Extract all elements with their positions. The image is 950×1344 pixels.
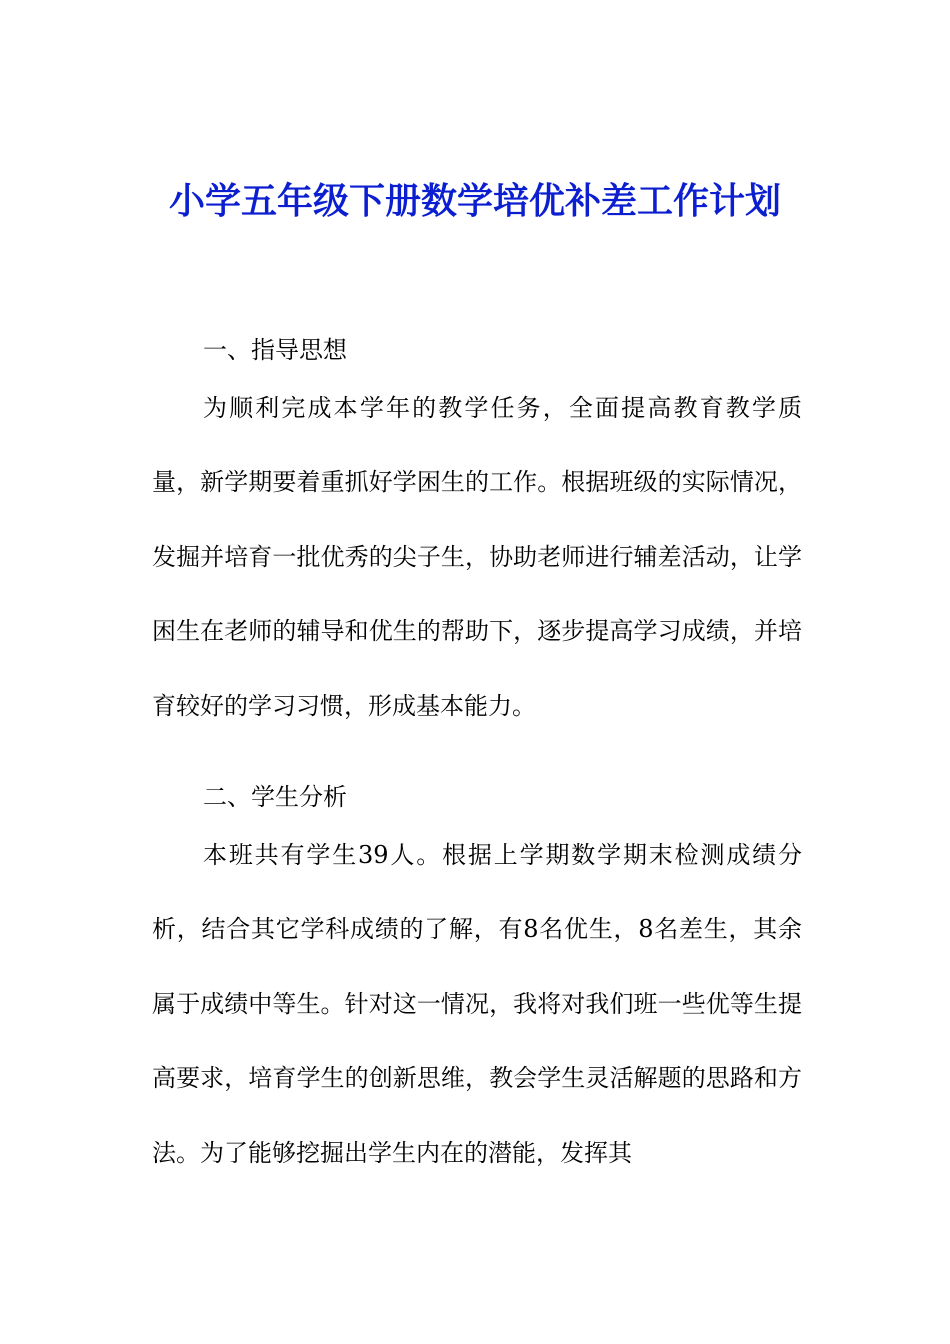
document-body [152, 330, 802, 1224]
section-paragraph-student-analysis: 本班共有学生39人。根据上学期数学期末检测成绩分析，结合其它学科成绩的了解，有8名优生，8名差生，其余属于成绩中等生。针对这一情况，我将对我们班一些优等生提高要求，培育学生的创新思维，教会学生灵活解题的思路和方法。为了能够挖掘出学生内在的潜能，发挥其 [152, 840, 802, 1167]
section-heading-student-analysis: 二、学生分析 [203, 783, 347, 811]
section-paragraph-guiding-thought: 为顺利完成本学年的教学任务，全面提高教育教学质量，新学期要着重抓好学困生的工作。根据班级的实际情况，发掘并培育一批优秀的尖子生，协助老师进行辅差活动，让学困生在老师的辅导和优生的帮助下，逐步提高学习成绩，并培育较好的学习习惯，形成基本能力。 [152, 393, 802, 720]
document-title: 小学五年级下册数学培优补差工作计划 [168, 181, 781, 222]
section-heading-guiding-thought: 一、指导思想 [203, 336, 347, 364]
